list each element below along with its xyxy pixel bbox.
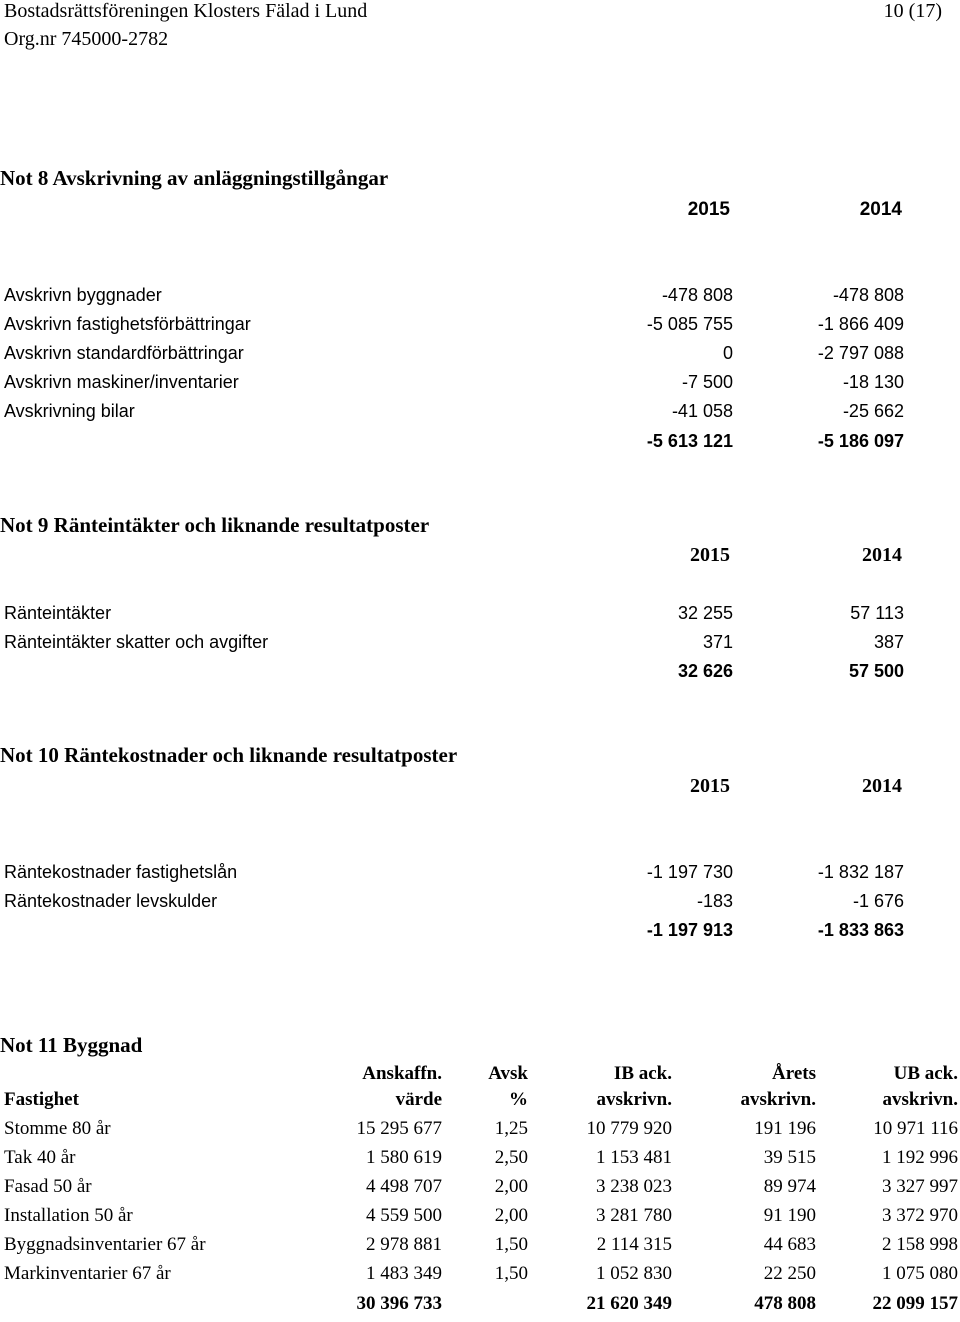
cell-fastighet: Tak 40 år [4,1147,76,1168]
table-header-row [0,1089,960,1118]
table-header-row [0,1063,960,1092]
note9-row [4,603,904,632]
cell-ub: 2 158 998 [882,1234,958,1255]
total-anskaffn: 30 396 733 [356,1293,442,1314]
value-2014: -25 662 [842,401,904,421]
cell-avsk: 1,25 [494,1118,528,1139]
value-2014: -1 866 409 [817,314,904,334]
note10-total-row [4,920,904,949]
note11-title: Not 11 Byggnad [0,1033,143,1057]
cell-avsk: 2,50 [494,1147,528,1168]
note10-row [4,862,904,891]
cell-avsk: 1,50 [494,1263,528,1284]
row-label: Avskrivn fastighetsförbättringar [4,314,251,334]
header-anskaffn: Anskaffn. [362,1063,442,1084]
note10-row [4,891,904,920]
value-2015: -41 058 [671,401,733,421]
cell-ib: 1 153 481 [596,1147,672,1168]
note8-year-2014: 2014 [859,199,902,220]
cell-ib: 1 052 830 [596,1263,672,1284]
header-ub-ack: UB ack. [893,1063,958,1084]
note8-total-row [4,431,904,460]
table-total-row [0,1293,960,1322]
header-avskrivn: avskrivn. [596,1089,672,1110]
header-avsk: Avsk [488,1063,528,1084]
value-2014: -1 676 [852,891,904,911]
total-arets: 478 808 [754,1293,816,1314]
cell-anskaffn: 4 559 500 [366,1205,442,1226]
cell-fastighet: Fasad 50 år [4,1176,92,1197]
note9-title: Not 9 Ränteintäkter och liknande resultatposter [0,513,430,537]
page-number: 10 (17) [883,0,942,22]
value-2015: -5 085 755 [646,314,733,334]
total-2015: -1 197 913 [646,920,733,940]
table-row [0,1205,960,1234]
cell-ub: 10 971 116 [873,1118,958,1139]
header-percent: % [509,1089,528,1110]
cell-anskaffn: 15 295 677 [356,1118,442,1139]
note8-row [4,372,904,401]
cell-anskaffn: 1 483 349 [366,1263,442,1284]
cell-ub: 1 075 080 [882,1263,958,1284]
value-2014: -478 808 [832,285,904,305]
value-2015: -478 808 [661,285,733,305]
cell-arets: 39 515 [763,1147,816,1168]
cell-ib: 10 779 920 [586,1118,672,1139]
row-label: Ränteintäkter [4,603,112,623]
org-number: Org.nr 745000-2782 [4,28,169,50]
value-2014: 57 113 [850,603,904,623]
note8-row [4,314,904,343]
note8-year-2015: 2015 [687,199,730,220]
note10-title: Not 10 Räntekostnader och liknande resultatposter [0,743,458,767]
cell-arets: 22 250 [763,1263,816,1284]
value-2015: -183 [696,891,733,911]
cell-arets: 91 190 [763,1205,816,1226]
note9-row [4,632,904,661]
cell-fastighet: Stomme 80 år [4,1118,111,1139]
row-label: Räntekostnader fastighetslån [4,862,238,882]
total-2014: -1 833 863 [817,920,904,940]
table-row [0,1263,960,1292]
note8-row [4,285,904,314]
note8-row [4,343,904,372]
table-row [0,1118,960,1147]
table-row [0,1234,960,1263]
cell-avsk: 2,00 [494,1176,528,1197]
note8-title: Not 8 Avskrivning av anläggningstillgångar [0,166,389,190]
row-label: Avskrivn maskiner/inventarier [4,372,239,392]
value-2014: -2 797 088 [817,343,904,363]
total-ub: 22 099 157 [872,1293,958,1314]
note9-total-row [4,661,904,690]
cell-ub: 1 192 996 [882,1147,958,1168]
cell-ib: 2 114 315 [596,1234,672,1255]
value-2014: -18 130 [842,372,904,392]
cell-arets: 44 683 [763,1234,816,1255]
row-label: Avskrivn byggnader [4,285,162,305]
note10-year-2014: 2014 [862,775,902,797]
cell-arets: 191 196 [754,1118,816,1139]
cell-avsk: 1,50 [494,1234,528,1255]
total-2015: -5 613 121 [646,431,733,451]
value-2014: 387 [873,632,904,652]
row-label: Ränteintäkter skatter och avgifter [4,632,269,652]
cell-anskaffn: 4 498 707 [366,1176,442,1197]
row-label: Avskrivning bilar [4,401,135,421]
value-2015: 32 255 [677,603,733,623]
cell-anskaffn: 1 580 619 [366,1147,442,1168]
header-ib-ack: IB ack. [613,1063,672,1084]
header-avskrivn: avskrivn. [740,1089,816,1110]
cell-avsk: 2,00 [494,1205,528,1226]
cell-fastighet: Byggnadsinventarier 67 år [4,1234,206,1255]
cell-fastighet: Markinventarier 67 år [4,1263,171,1284]
note9-year-2015: 2015 [690,544,730,566]
total-2015: 32 626 [677,661,733,681]
cell-ub: 3 327 997 [882,1176,958,1197]
value-2015: -1 197 730 [646,862,733,882]
cell-ub: 3 372 970 [882,1205,958,1226]
value-2014: -1 832 187 [817,862,904,882]
note10-year-2015: 2015 [690,775,730,797]
row-label: Räntekostnader levskulder [4,891,218,911]
value-2015: -7 500 [681,372,733,392]
cell-arets: 89 974 [763,1176,816,1197]
cell-fastighet: Installation 50 år [4,1205,133,1226]
value-2015: 0 [722,343,733,363]
total-ib: 21 620 349 [586,1293,672,1314]
header-avskrivn: avskrivn. [882,1089,958,1110]
note9-year-2014: 2014 [862,544,902,566]
row-label: Avskrivn standardförbättringar [4,343,244,363]
note8-row [4,401,904,430]
header-varde: värde [395,1089,442,1110]
total-2014: -5 186 097 [817,431,904,451]
value-2015: 371 [702,632,733,652]
total-2014: 57 500 [848,661,904,681]
cell-ib: 3 238 023 [596,1176,672,1197]
cell-anskaffn: 2 978 881 [366,1234,442,1255]
header-fastighet: Fastighet [4,1089,79,1110]
org-name: Bostadsrättsföreningen Klosters Fälad i Lund [4,0,368,22]
cell-ib: 3 281 780 [596,1205,672,1226]
table-row [0,1176,960,1205]
table-row [0,1147,960,1176]
header-arets: Årets [772,1063,816,1084]
